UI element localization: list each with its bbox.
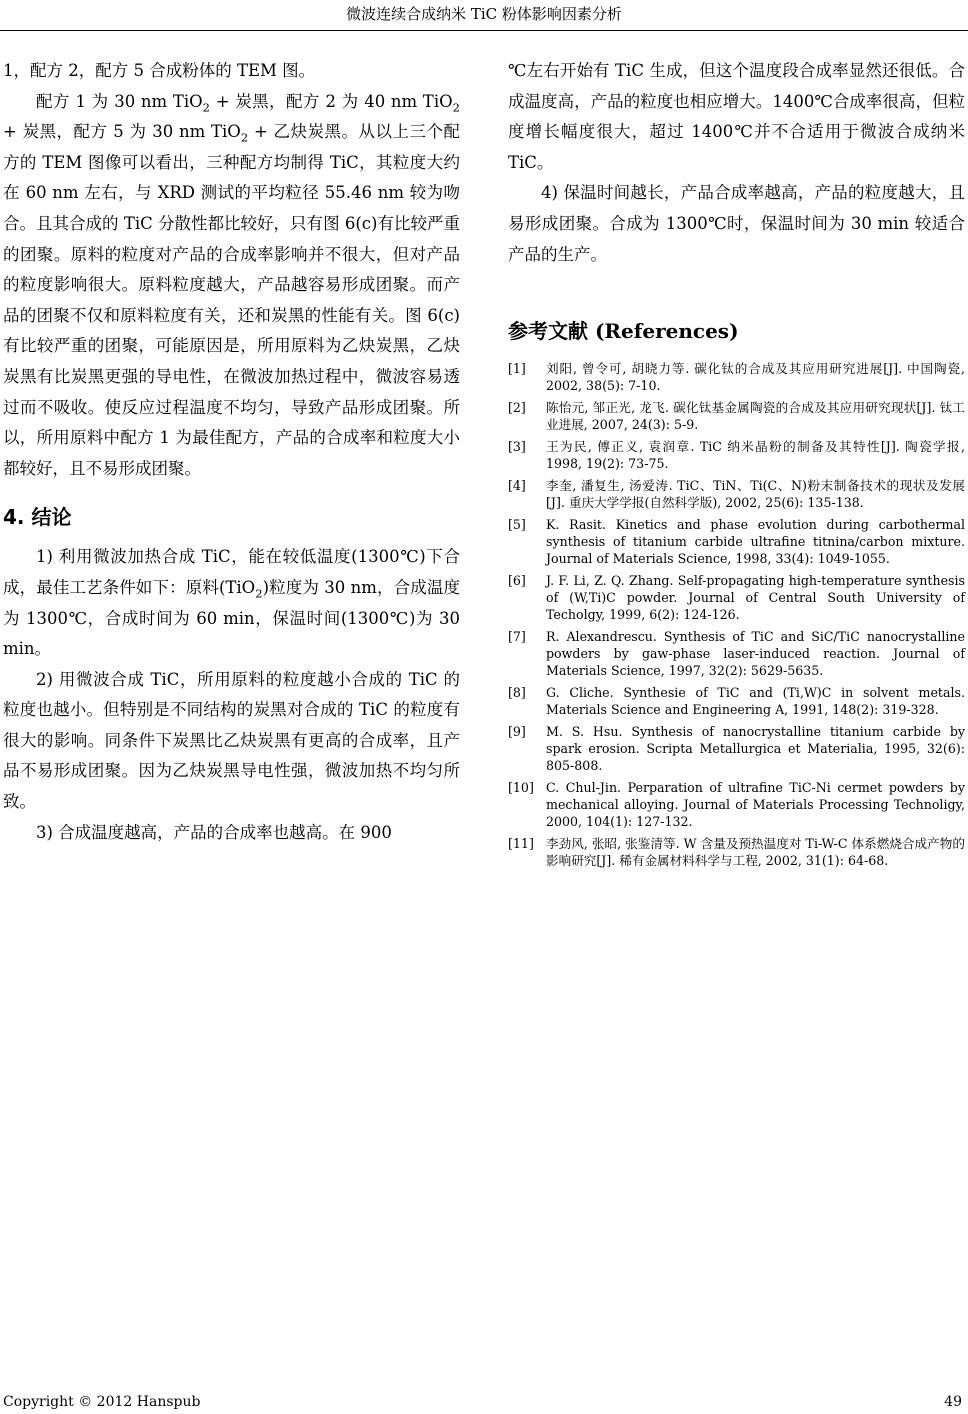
text-run: 配方 1 为 30 nm TiO xyxy=(36,91,203,111)
reference-text: 刘阳, 曾令可, 胡晓力等. 碳化钛的合成及其应用研究进展[J]. 中国陶瓷, 2002, 38(5): 7-10. xyxy=(546,361,965,394)
running-header: 微波连续合成纳米 TiC 粉体影响因素分析 xyxy=(346,5,622,23)
conclusion-3-continued: ℃左右开始有 TiC 生成，但这个温度段合成率显然还很低。合成温度高，产品的粒度也相应增大。1400℃合成率很高，但粒度增长幅度很大，超过 1400℃并不合适用于微波合成纳米 TiC。 xyxy=(508,61,965,172)
reference-number: [4] xyxy=(508,478,526,494)
header-rule xyxy=(0,30,968,31)
reference-text: 陈怡元, 邹正光, 龙飞. 碳化钛基金属陶瓷的合成及其应用研究现状[J]. 钛工业进展, 2007, 24(3): 5-9. xyxy=(546,400,965,433)
conclusion-2: 2) 用微波合成 TiC，所用原料的粒度越小合成的 TiC 的粒度也越小。但特别是不同结构的炭黑对合成的 TiC 的粒度有很大的影响。同条件下炭黑比乙炔炭黑有更高的合成率，且产品不易形成团聚。因为乙炔炭黑导电性强，微波加热不均匀所致。 xyxy=(3,669,460,812)
conclusion-3: 3) 合成温度越高，产品的合成率也越高。在 900 xyxy=(36,822,392,842)
text-run: + 乙炔炭黑。从以上三个配方的 TEM 图像可以看出，三种配方均制得 TiC，其粒度大约在 60 nm 左右，与 XRD 测试的平均粒径 55.46 nm 较为吻合。且其合成的 TiC 分散性都比较好，只有图 6(c)有比较严重的团聚。原料的粒度对产品的合成率影响并不很大，但对产品的粒度影响很大。原料粒度越大，产品越容易形成团聚。而产品的团聚不仅和原料粒度有关，还和炭黑的性能有关。图 6(c)有比较严重的团聚，可能原因是，所用原料为乙炔炭黑，乙炔炭黑有比炭黑更强的导电性，在微波加热过程中，微波容易透过而不吸收。使反应过程温度不均匀，导致产品形成团聚。所以，所用原料中配方 1 为最佳配方，产品的合成率和粒度大小都较好，且不易形成团聚。 xyxy=(3,122,460,478)
references-heading-cn: 参考文献 xyxy=(508,319,588,344)
reference-text: C. Chul-Jin. Perparation of ultrafine TiC-Ni cermet powders by mechanical alloying. Journal of Materials Processing Technoligy, 2000, 104(1): 127-132. xyxy=(546,780,965,830)
reference-number: [7] xyxy=(508,629,526,645)
text-run: + 炭黑，配方 2 为 40 nm TiO xyxy=(210,91,453,111)
section-heading-conclusion: 4. 结论 xyxy=(3,505,72,530)
reference-text: M. S. Hsu. Synthesis of nanocrystalline titanium carbide by spark erosion. Scripta Metallurgica et Materialia, 1995, 32(6): 805-808. xyxy=(546,724,965,774)
reference-item xyxy=(508,438,965,472)
reference-text: R. Alexandrescu. Synthesis of TiC and SiC/TiC nanocrystalline powders by gaw-phase laser-induced reaction. Journal of Materials Science, 1997, 32(2): 5629-5635. xyxy=(546,629,965,679)
reference-item xyxy=(508,723,965,774)
reference-text: J. F. Li, Z. Q. Zhang. Self-propagating high-temperature synthesis of (W,Ti)C powder. Journal of Central South University of Techolgy, 1999, 6(2): 124-126. xyxy=(546,573,965,623)
reference-number: [11] xyxy=(508,836,534,852)
subscript: 2 xyxy=(240,130,249,145)
reference-list xyxy=(508,360,965,869)
reference-number: [1] xyxy=(508,361,526,377)
reference-text: 李劲风, 张昭, 张鉴清等. W 含量及预热温度对 Ti-W-C 体系燃烧合成产物的影响研究[J]. 稀有金属材料科学与工程, 2002, 31(1): 64-68. xyxy=(546,836,965,869)
text-run: + 炭黑，配方 5 为 30 nm TiO xyxy=(3,122,241,142)
paragraph-tem-caption: 1，配方 2，配方 5 合成粉体的 TEM 图。 xyxy=(3,61,316,80)
reference-text: 李奎, 潘复生, 汤爱涛. TiC、TiN、Ti(C、N)粉末制备技术的现状及发展[J]. 重庆大学学报(自然科学版), 2002, 25(6): 135-138. xyxy=(546,478,965,511)
reference-number: [8] xyxy=(508,685,526,701)
reference-item xyxy=(508,835,965,869)
reference-item xyxy=(508,399,965,433)
reference-item xyxy=(508,779,965,830)
reference-number: [5] xyxy=(508,517,526,533)
reference-number: [6] xyxy=(508,573,526,589)
reference-item xyxy=(508,572,965,623)
subscript: 2 xyxy=(202,99,211,114)
reference-number: [10] xyxy=(508,780,534,796)
reference-item xyxy=(508,477,965,511)
references-heading xyxy=(508,316,965,346)
conclusion-1 xyxy=(3,542,460,664)
reference-text: 王为民, 傅正义, 袁润章. TiC 纳米晶粉的制备及其特性[J]. 陶瓷学报, 1998, 19(2): 73-75. xyxy=(546,439,965,472)
conclusion-4: 4) 保温时间越长，产品合成率越高，产品的粒度越大，且易形成团聚。合成为 1300℃时，保温时间为 30 min 较适合产品的生产。 xyxy=(508,183,965,264)
reference-item xyxy=(508,360,965,394)
reference-number: [3] xyxy=(508,439,526,455)
right-column xyxy=(508,56,965,874)
reference-text: G. Cliche. Synthesie of TiC and (Ti,W)C in solvent metals. Materials Science and Engineering A, 1991, 148(2): 319-328. xyxy=(546,685,965,718)
reference-number: [2] xyxy=(508,400,526,416)
subscript: 2 xyxy=(255,586,263,601)
footer-page-number: 49 xyxy=(944,1394,962,1410)
footer-copyright: Copyright © 2012 Hanspub xyxy=(3,1394,201,1410)
reference-number: [9] xyxy=(508,724,526,740)
text-run: )粒度为 30 nm，合成温度为 1300℃，合成时间为 60 min，保温时间(1300℃)为 30 min。 xyxy=(3,577,460,659)
reference-item xyxy=(508,516,965,567)
reference-item xyxy=(508,684,965,718)
references-heading-en: (References) xyxy=(594,319,739,344)
reference-text: K. Rasit. Kinetics and phase evolution during carbothermal synthesis of titanium carbide ultrafine titnina/carbon mixture. Journal of Materials Science, 1998, 33(4): 1049-1055. xyxy=(546,517,965,567)
text-run: 1) 利用微波加热合成 TiC，能在较低温度(1300℃)下合成，最佳工艺条件如下：原料(TiO xyxy=(3,547,460,597)
subscript: 2 xyxy=(452,99,460,114)
reference-item xyxy=(508,628,965,679)
left-column xyxy=(3,56,460,848)
paragraph-formula-analysis xyxy=(3,87,460,485)
